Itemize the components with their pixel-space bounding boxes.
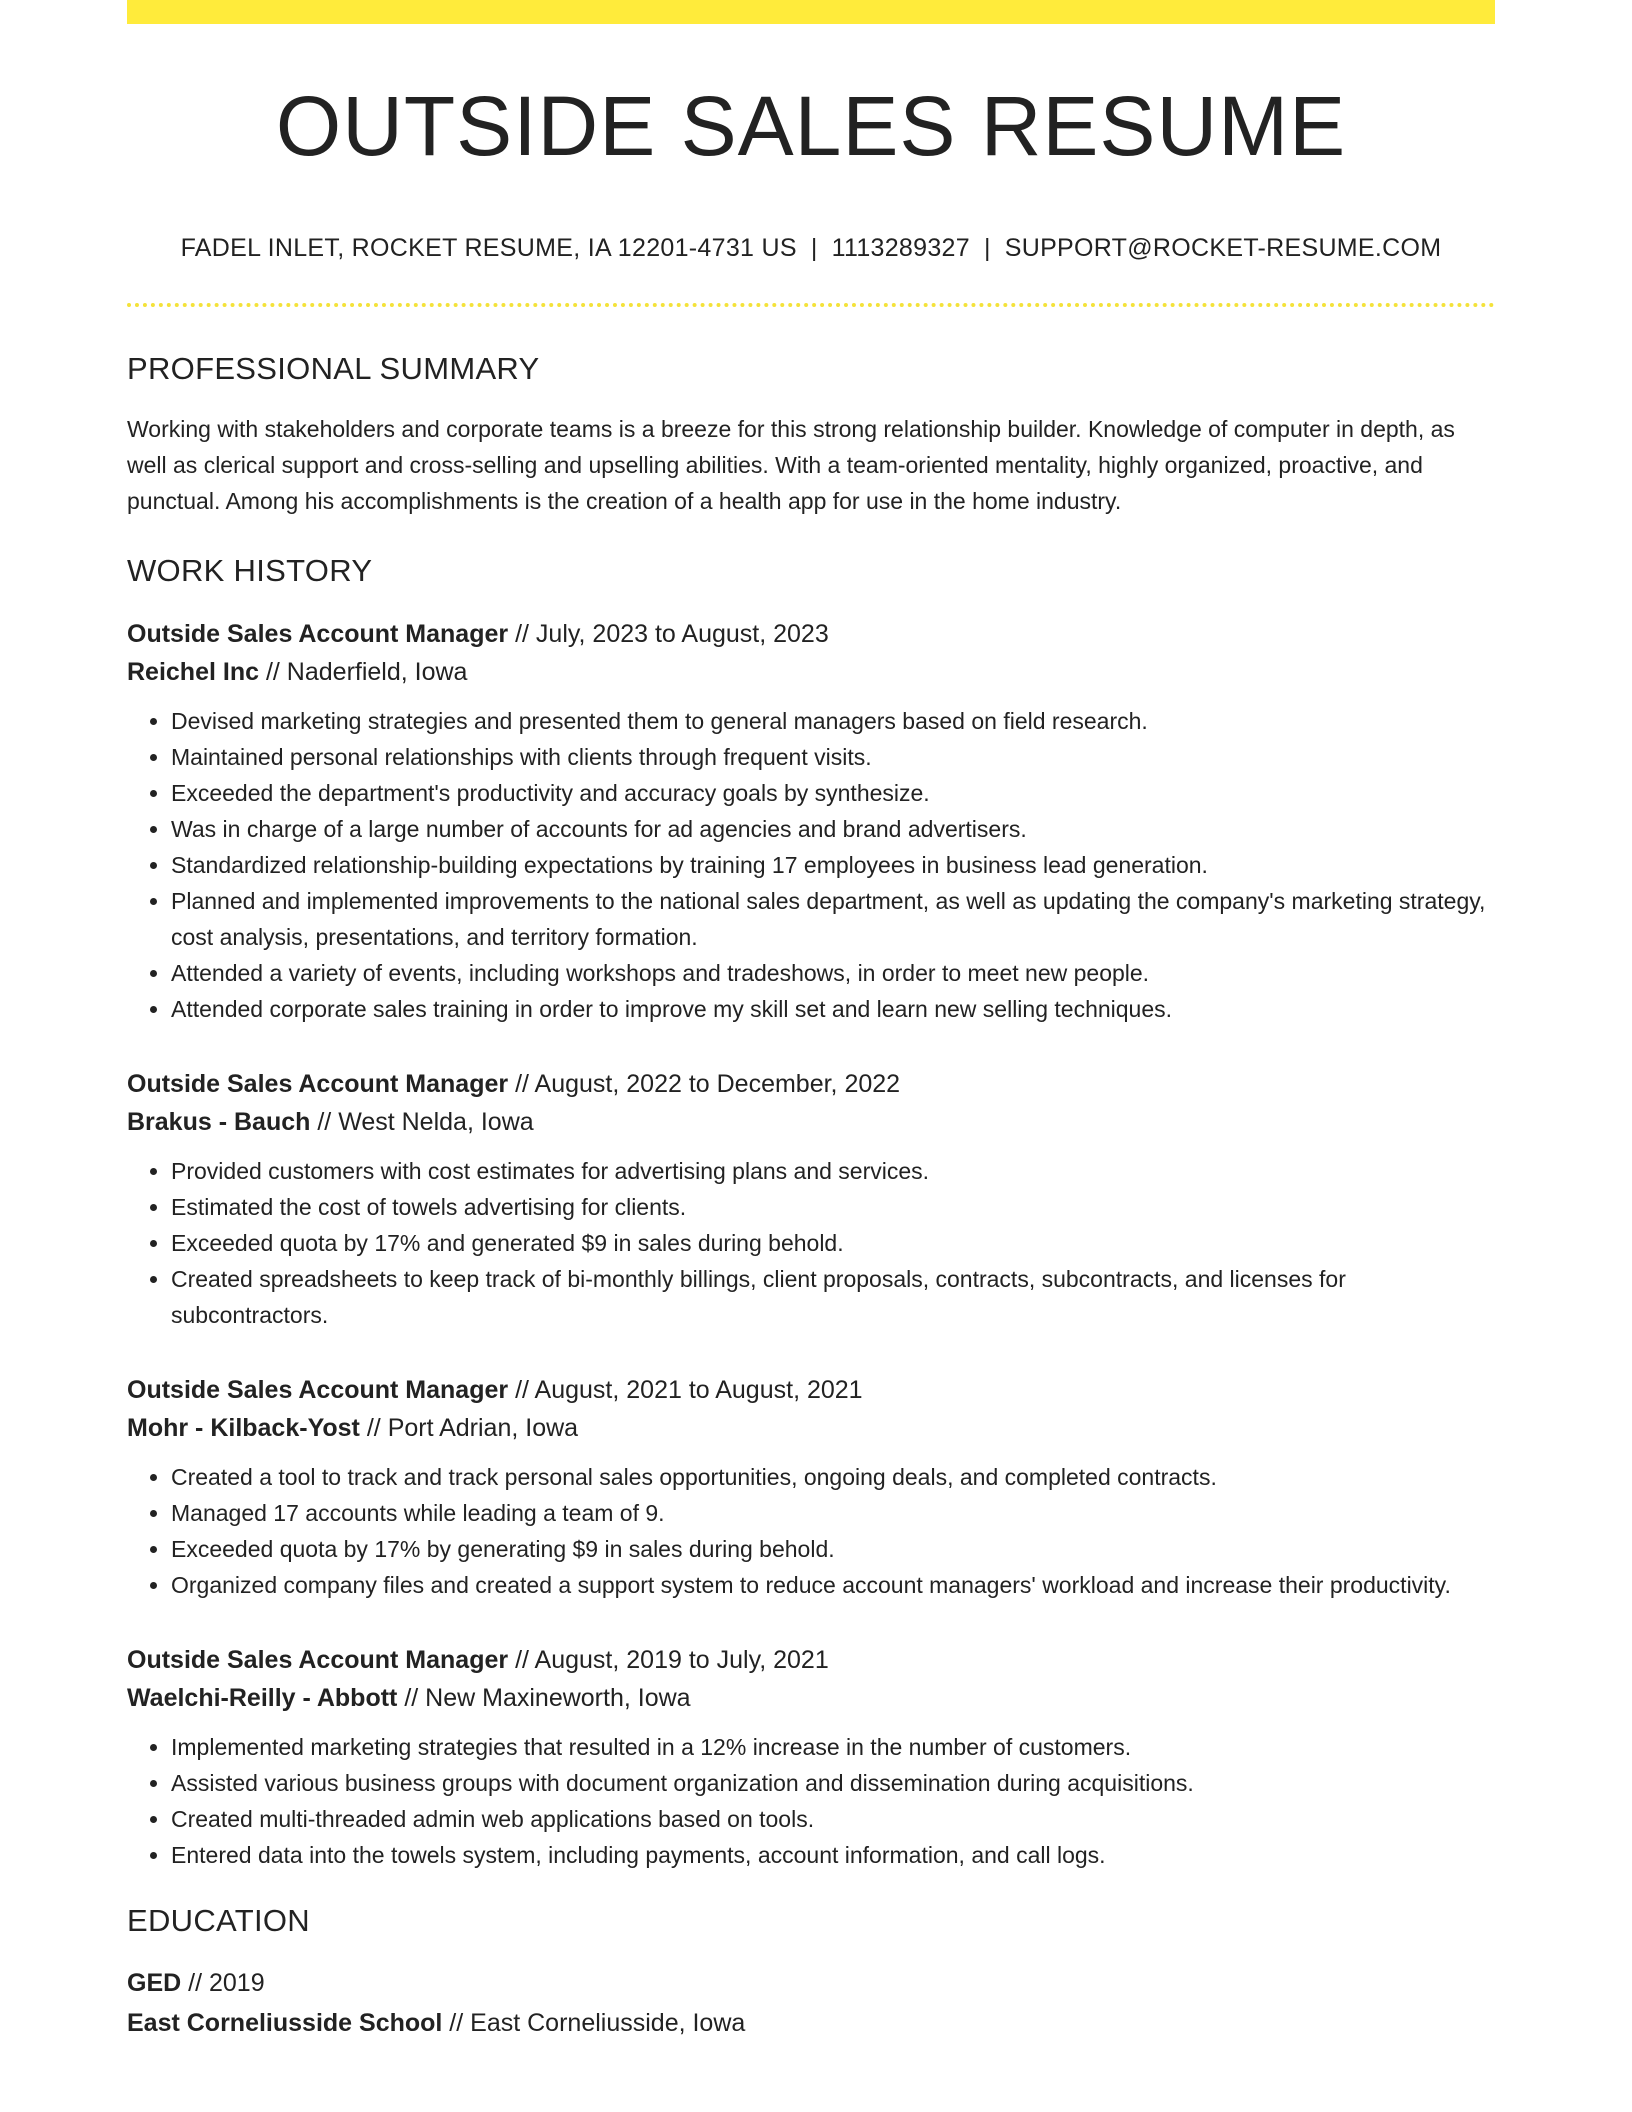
education-separator: // xyxy=(181,1969,209,1997)
job-separator: // xyxy=(310,1108,339,1136)
education-entry xyxy=(127,1963,1495,2043)
contact-separator: | xyxy=(810,234,818,262)
contact-separator: | xyxy=(983,234,991,262)
education-degree: GED xyxy=(127,1969,182,1997)
job-company-line xyxy=(127,1679,1495,1717)
job-location: Naderfield, Iowa xyxy=(286,658,468,686)
job-title-line xyxy=(127,615,1495,653)
job-bullet: • Estimated the cost of towels advertising for clients. xyxy=(171,1189,1495,1225)
contact-address: FADEL INLET, ROCKET RESUME, IA 12201-4731 US xyxy=(180,234,797,262)
job-bullet-list xyxy=(127,1729,1495,1873)
job-bullet: • Provided customers with cost estimates for advertising plans and services. xyxy=(171,1153,1495,1189)
job-dates: August, 2022 to December, 2022 xyxy=(534,1070,901,1098)
job-company: Mohr - Kilback-Yost xyxy=(127,1414,360,1442)
job-location: Port Adrian, Iowa xyxy=(387,1414,579,1442)
job-location: New Maxineworth, Iowa xyxy=(425,1684,691,1712)
job-bullet-list xyxy=(127,1459,1495,1603)
summary-heading: PROFESSIONAL SUMMARY xyxy=(127,351,540,386)
education-degree-line xyxy=(127,1963,1495,2003)
job-entry xyxy=(127,615,1495,1027)
job-company: Waelchi-Reilly - Abbott xyxy=(127,1684,398,1712)
job-entry xyxy=(127,1641,1495,1873)
job-bullet: • Created multi-threaded admin web applications based on tools. xyxy=(171,1801,1495,1837)
dotted-divider xyxy=(127,303,1495,307)
education-school: East Corneliusside School xyxy=(127,2009,443,2037)
job-company-line xyxy=(127,1103,1495,1141)
job-separator: // xyxy=(259,658,287,686)
job-bullet: • Maintained personal relationships with clients through frequent visits. xyxy=(171,739,1495,775)
job-entry xyxy=(127,1371,1495,1603)
contact-phone: 1113289327 xyxy=(831,234,970,262)
job-dates: July, 2023 to August, 2023 xyxy=(535,620,829,648)
job-title: Outside Sales Account Manager xyxy=(127,1070,509,1098)
job-company-line xyxy=(127,653,1495,691)
job-title-line xyxy=(127,1065,1495,1103)
job-bullet: • Created spreadsheets to keep track of bi-monthly billings, client proposals, contracts, subcontracts, and licenses for subcontractors. xyxy=(171,1261,1495,1333)
job-bullet: • Organized company files and created a support system to reduce account managers' workload and increase their productivity. xyxy=(171,1567,1495,1603)
job-dates: August, 2021 to August, 2021 xyxy=(534,1376,863,1404)
summary-text: Working with stakeholders and corporate teams is a breeze for this strong relationship builder. Knowledge of computer in depth, as well as clerical support and cross-selling and upselling abilities. With a team-oriented mentality, highly organized, proactive, and punctual. Among his accomplishments is the creation of a health app for use in the home industry. xyxy=(127,416,1455,514)
job-bullet: • Attended a variety of events, including workshops and tradeshows, in order to meet new people. xyxy=(171,955,1495,991)
resume-page xyxy=(127,0,1495,2043)
job-location: West Nelda, Iowa xyxy=(338,1108,534,1136)
job-bullet-list xyxy=(127,703,1495,1027)
contact-line xyxy=(127,234,1495,263)
education-school-line xyxy=(127,2003,1495,2043)
job-bullet-list xyxy=(127,1153,1495,1333)
job-separator: // xyxy=(397,1684,426,1712)
job-separator: // xyxy=(508,1646,535,1674)
job-title-line xyxy=(127,1371,1495,1409)
job-title-line xyxy=(127,1641,1495,1679)
job-company-line xyxy=(127,1409,1495,1447)
job-title: Outside Sales Account Manager xyxy=(127,1646,509,1674)
job-separator: // xyxy=(359,1414,388,1442)
job-bullet: • Was in charge of a large number of accounts for ad agencies and brand advertisers. xyxy=(171,811,1495,847)
contact-email: SUPPORT@ROCKET-RESUME.COM xyxy=(1004,234,1442,262)
work-history-list xyxy=(127,615,1495,1873)
education-separator: // xyxy=(442,2009,471,2037)
accent-top-bar xyxy=(127,0,1495,24)
job-bullet: • Exceeded quota by 17% by generating $9 in sales during behold. xyxy=(171,1531,1495,1567)
job-separator: // xyxy=(508,620,536,648)
job-bullet: • Entered data into the towels system, including payments, account information, and call logs. xyxy=(171,1837,1495,1873)
job-bullet: • Assisted various business groups with document organization and dissemination during acquisitions. xyxy=(171,1765,1495,1801)
education-location: East Corneliusside, Iowa xyxy=(470,2009,746,2037)
job-separator: // xyxy=(508,1376,535,1404)
job-title: Outside Sales Account Manager xyxy=(127,620,509,648)
job-company: Brakus - Bauch xyxy=(127,1108,311,1136)
job-bullet: • Created a tool to track and track personal sales opportunities, ongoing deals, and completed contracts. xyxy=(171,1459,1495,1495)
education-year: 2019 xyxy=(208,1969,265,1997)
job-company: Reichel Inc xyxy=(127,658,259,686)
job-entry xyxy=(127,1065,1495,1333)
job-separator: // xyxy=(508,1070,535,1098)
job-bullet: • Attended corporate sales training in order to improve my skill set and learn new selling techniques. xyxy=(171,991,1495,1027)
job-title: Outside Sales Account Manager xyxy=(127,1376,509,1404)
job-bullet: • Exceeded quota by 17% and generated $9 in sales during behold. xyxy=(171,1225,1495,1261)
work-history-heading: WORK HISTORY xyxy=(127,553,373,588)
job-bullet: • Planned and implemented improvements to the national sales department, as well as updating the company's marketing strategy, cost analysis, presentations, and territory formation. xyxy=(171,883,1495,955)
job-bullet: • Devised marketing strategies and presented them to general managers based on field research. xyxy=(171,703,1495,739)
job-bullet: • Implemented marketing strategies that resulted in a 12% increase in the number of customers. xyxy=(171,1729,1495,1765)
education-heading: EDUCATION xyxy=(127,1903,310,1938)
job-bullet: • Managed 17 accounts while leading a team of 9. xyxy=(171,1495,1495,1531)
job-bullet: • Standardized relationship-building expectations by training 17 employees in business lead generation. xyxy=(171,847,1495,883)
job-bullet: • Exceeded the department's productivity and accuracy goals by synthesize. xyxy=(171,775,1495,811)
page-title: OUTSIDE SALES RESUME xyxy=(275,79,1347,173)
job-dates: August, 2019 to July, 2021 xyxy=(534,1646,829,1674)
